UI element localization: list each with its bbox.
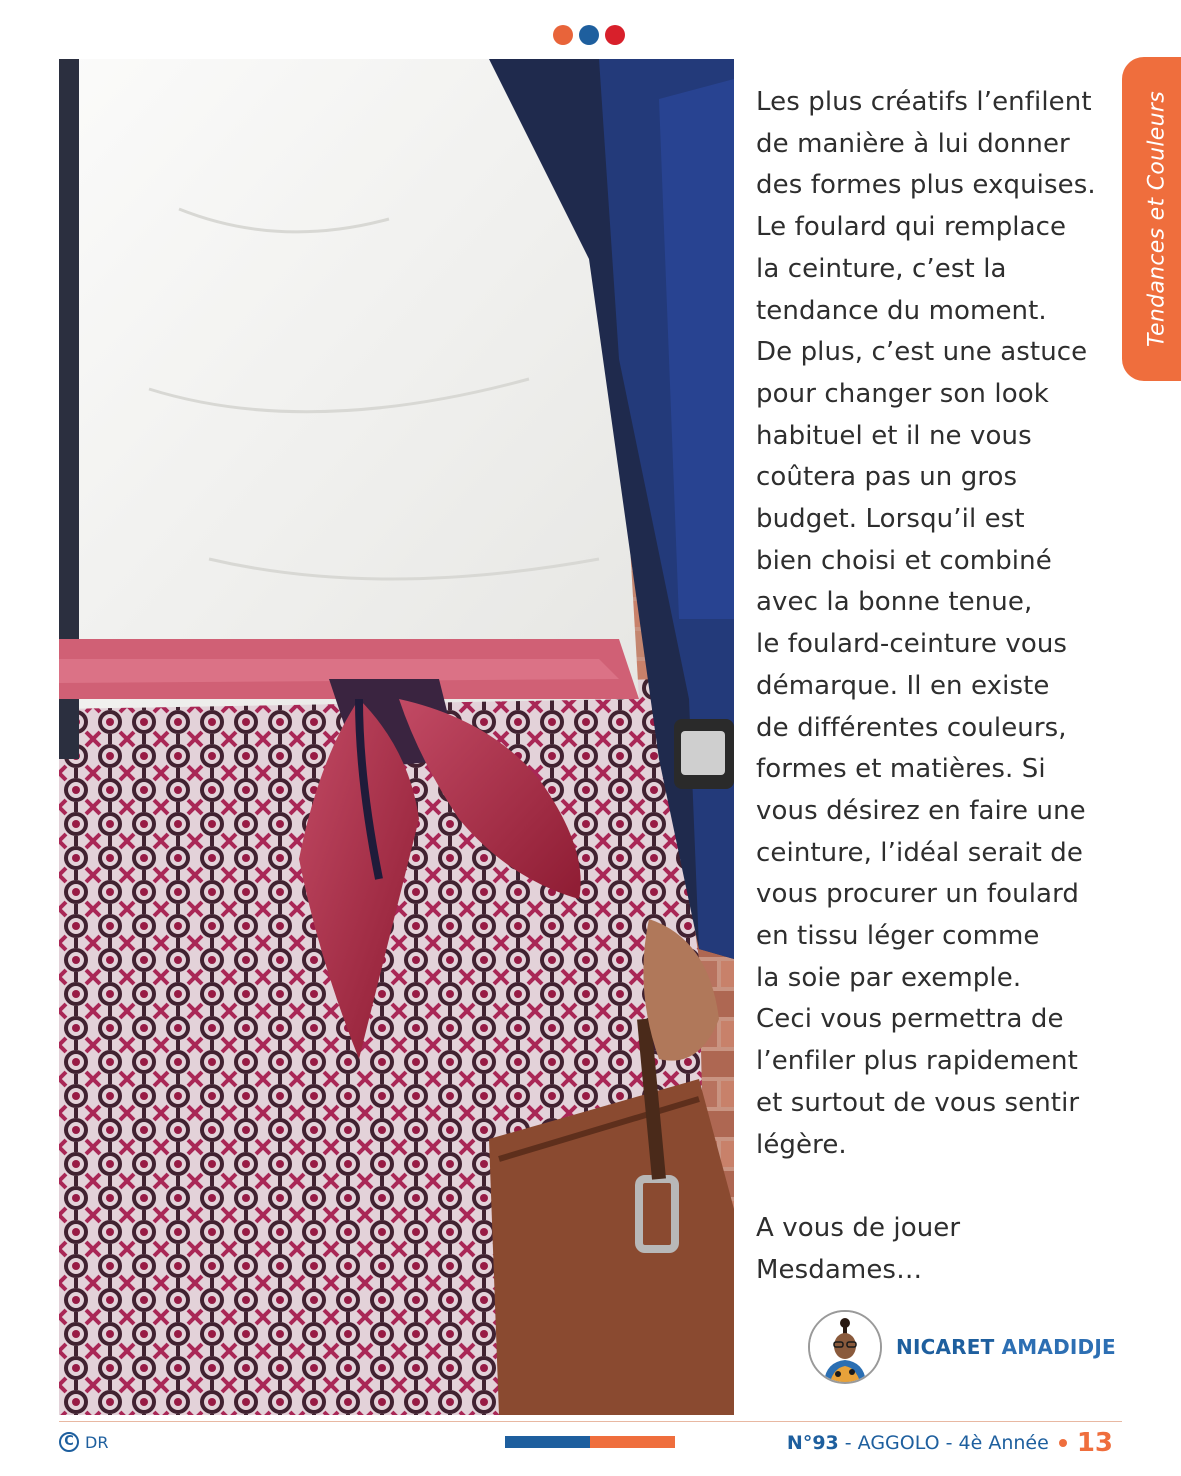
- article-line: de manière à lui donner: [756, 128, 1070, 159]
- article-paragraph-2: [756, 1208, 1118, 1291]
- issue-number: N°93: [786, 1432, 839, 1454]
- article-line: vous procurer un foulard: [756, 879, 1080, 910]
- article-line: l’enfiler plus rapidement: [756, 1046, 1078, 1077]
- decorative-dots: [553, 25, 625, 45]
- article-line: avec la bonne tenue,: [756, 587, 1033, 618]
- article-line: vous désirez en faire une: [756, 795, 1086, 826]
- photo-credit-text: DR: [85, 1432, 109, 1452]
- page-number: 13: [1076, 1428, 1113, 1458]
- article-line: démarque. Il en existe: [756, 670, 1050, 701]
- article-line: légère.: [756, 1129, 847, 1160]
- article-line: A vous de jouer: [756, 1212, 961, 1243]
- footer-issue-info: [787, 1428, 1113, 1458]
- article-line: de différentes couleurs,: [756, 712, 1067, 743]
- author-signature: [808, 1310, 1116, 1384]
- article-line: des formes plus exquises.: [756, 170, 1096, 201]
- blue-dot: [579, 25, 599, 45]
- author-name: [896, 1335, 1116, 1359]
- article-line: habituel et il ne vous: [756, 420, 1032, 451]
- article-line: budget. Lorsqu’il est: [756, 504, 1025, 535]
- article-body: [756, 82, 1118, 1291]
- article-line: en tissu léger comme: [756, 921, 1040, 952]
- article-line: Ceci vous permettra de: [756, 1004, 1064, 1035]
- footer-bullet: [1059, 1439, 1067, 1447]
- article-line: Les plus créatifs l’enfilent: [756, 87, 1092, 117]
- photo-credit: [59, 1432, 108, 1452]
- article-line: Le foulard qui remplace: [756, 212, 1067, 243]
- article-line: formes et matières. Si: [756, 754, 1046, 785]
- author-avatar: [808, 1310, 882, 1384]
- issue-details: - AGGOLO - 4è Année: [844, 1432, 1049, 1454]
- section-tab-label: Tendances et Couleurs: [1144, 91, 1170, 347]
- article-line: la soie par exemple.: [756, 962, 1022, 993]
- article-line: bien choisi et combiné: [756, 545, 1052, 576]
- article-line: pour changer son look: [756, 378, 1049, 409]
- article-line: la ceinture, c’est la: [756, 253, 1007, 284]
- article-line: De plus, c’est une astuce: [756, 337, 1088, 368]
- fashion-photo: [59, 59, 734, 1415]
- copyright-icon: C: [59, 1432, 79, 1452]
- article-line: tendance du moment.: [756, 295, 1047, 326]
- article-line: ceinture, l’idéal serait de: [756, 837, 1083, 868]
- footer-bar-orange: [590, 1436, 675, 1448]
- author-last-name: AMADIDJE: [1001, 1335, 1116, 1359]
- article-line: le foulard-ceinture vous: [756, 629, 1068, 660]
- article-line: Mesdames…: [756, 1254, 923, 1285]
- footer-divider: [59, 1421, 1122, 1422]
- orange-dot: [553, 25, 573, 45]
- article-paragraph-1: [756, 82, 1118, 1166]
- footer-color-bar: [505, 1436, 675, 1448]
- author-first-name: NICARET: [896, 1335, 995, 1359]
- article-line: et surtout de vous sentir: [756, 1087, 1080, 1118]
- article-line: coûtera pas un gros: [756, 462, 1018, 493]
- red-dot: [605, 25, 625, 45]
- footer-bar-blue: [505, 1436, 590, 1448]
